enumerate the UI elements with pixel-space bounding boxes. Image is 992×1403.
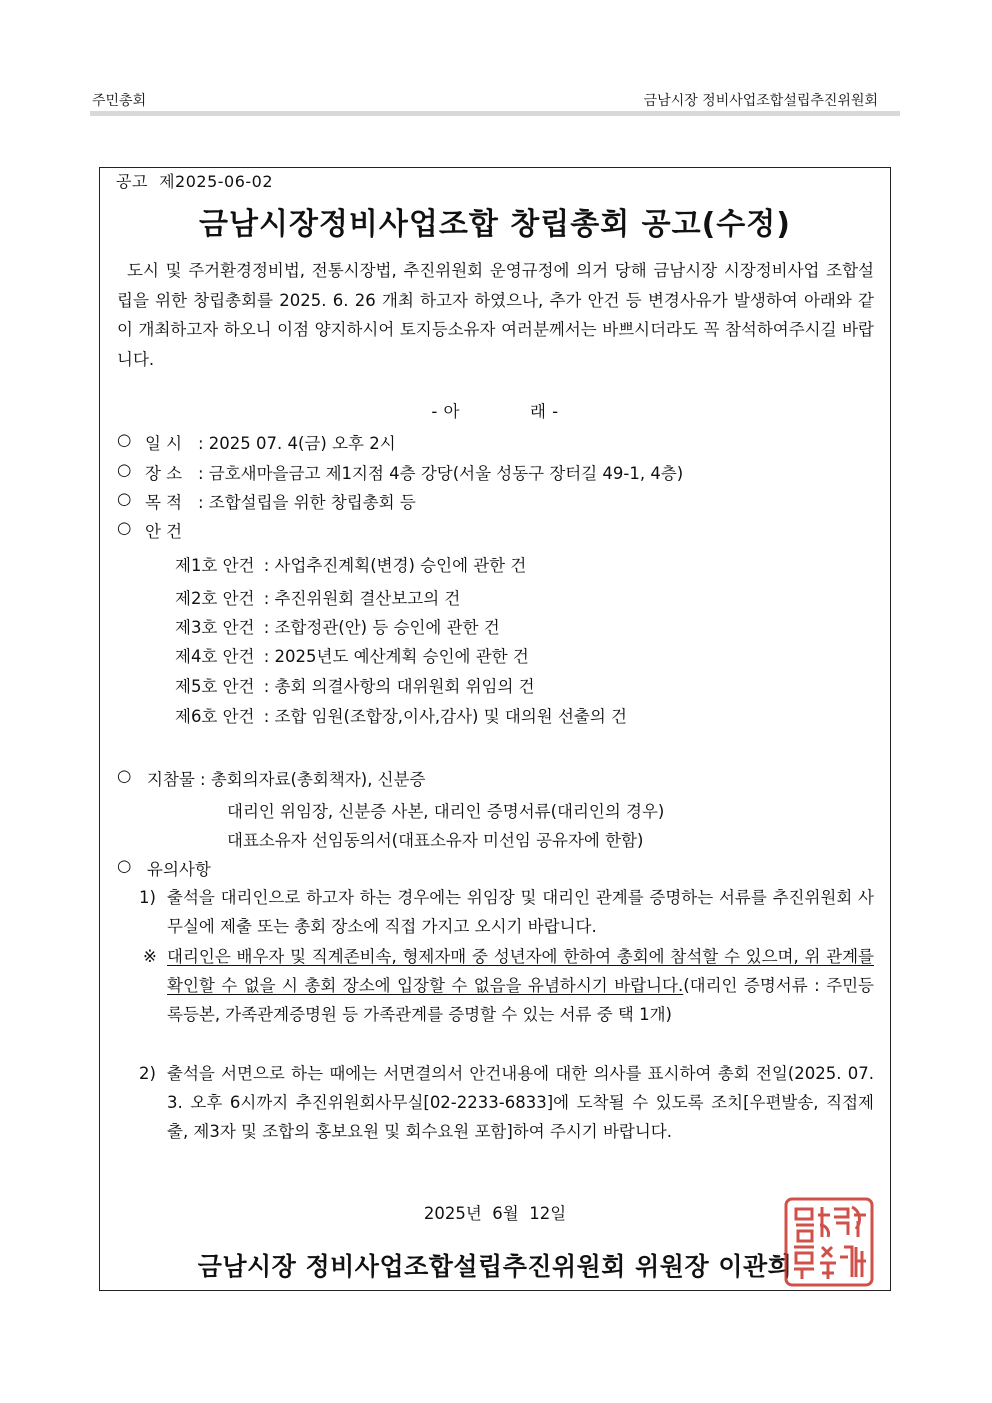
- agenda-item-number: 제5호 안건: [175, 677, 255, 696]
- note-item-text: 출석을 서면으로 하는 때에는 서면결의서 안건내용에 대한 의사를 표시하여 총회 전일(2025. 07. 3. 오후 6시까지 추진위원회사무실[02-2233-6833]에 도착될 수 있도록 조치[우편발송, 직접제출, 제3자 및 조합의 홍보요원 및 회수요원 포함]하여 주시기 바랍니다.: [167, 1064, 874, 1141]
- section-heading-right: 래 -: [530, 402, 559, 421]
- agenda-item-text: : 사업추진계획(변경) 승인에 관한 건: [263, 556, 527, 575]
- intro-paragraph: 도시 및 주거환경정비법, 전통시장법, 추진위원회 운영규정에 의거 당해 금남시장 시장정비사업 조합설립을 위한 창립총회를 2025. 6. 26 개최 하고자 하였으나, 추가 안건 등 변경사유가 발생하여 아래와 같이 개최하고자 하오니 이점 양지하시어 토지등소유자 여러분께서는 바쁘시더라도 꼭 참석하여주시길 바랍니다.: [117, 261, 874, 369]
- agenda-item: [175, 703, 627, 727]
- info-agenda-label: 안 건: [145, 522, 183, 541]
- agenda-item: [175, 673, 535, 697]
- agenda-item: [175, 552, 526, 576]
- agenda-item-number: 제2호 안건: [175, 589, 255, 608]
- agenda-item-number: 제4호 안건: [175, 647, 255, 666]
- agenda-item-text: : 총회 의결사항의 대위원회 위임의 건: [263, 677, 535, 696]
- info-date-value: : 2025 07. 4(금) 오후 2시: [198, 434, 396, 453]
- bring-item-line: 대표소유자 선임동의서(대표소유자 미선임 공유자에 한함): [227, 831, 644, 850]
- note-item-number: 1): [139, 888, 156, 907]
- agenda-item-number: 제3호 안건: [175, 618, 255, 637]
- bring-item-line: 대리인 위임장, 신분증 사본, 대리인 증명서류(대리인의 경우): [227, 802, 665, 821]
- note-item-text: 출석을 대리인으로 하고자 하는 경우에는 위임장 및 대리인 관계를 증명하는 서류를 추진위원회 사무실에 제출 또는 총회 장소에 직접 가지고 오시기 바랍니다.: [167, 888, 874, 936]
- warning-underlined-text: 대리인은 배우자 및 직계존비속, 형제자매 중 성년자에 한하여 총회에 참석할 수 있으며, 위 관계를 확인할 수 없을 시 총회 장소에 입장할 수 없음을 유념하시기 바랍니다.: [167, 947, 874, 995]
- agenda-item-number: 제1호 안건: [175, 556, 255, 575]
- header-left: 주민총회: [92, 93, 147, 109]
- agenda-item-text: : 조합 임원(조합장,이사,감사) 및 대의원 선출의 건: [263, 707, 627, 726]
- section-heading: [99, 398, 891, 422]
- official-seal-stamp: [782, 1195, 876, 1289]
- info-place-label: 장 소: [145, 464, 183, 483]
- agenda-item-text: : 2025년도 예산계획 승인에 관한 건: [263, 647, 529, 666]
- note-item-1: [139, 883, 874, 941]
- agenda-item-number: 제6호 안건: [175, 707, 255, 726]
- issue-date: 2025년 6월 12일: [423, 1204, 567, 1223]
- note-item-2: [139, 1059, 874, 1146]
- bullet: ○: [117, 489, 132, 508]
- info-purpose-label: 목 적: [145, 493, 183, 512]
- agenda-item-text: : 조합정관(안) 등 승인에 관한 건: [263, 618, 500, 637]
- bullet: ○: [117, 460, 132, 479]
- page-title: 금남시장정비사업조합 창립총회 공고(수정): [199, 207, 791, 242]
- section-heading-left: - 아: [431, 402, 460, 421]
- signature-line: 금남시장 정비사업조합설립추진위원회 위원장 이관희: [197, 1252, 793, 1281]
- header-divider: [90, 111, 900, 116]
- agenda-item: [175, 585, 460, 609]
- notes-heading-label: 유의사항: [147, 860, 211, 879]
- agenda-item: [175, 614, 500, 638]
- notice-number: 공고 제2025-06-02: [116, 172, 274, 191]
- header-right: 금남시장 정비사업조합설립추진위원회: [643, 93, 878, 109]
- bullet: ○: [117, 430, 132, 449]
- info-date-label: 일 시: [145, 434, 183, 453]
- warning-text: (대리인 증명서류 : 주민등록등본, 가족관계증명원 등 가족관계를 증명할 수 있는 서류 중 택 1개): [167, 976, 874, 1024]
- info-place-value: : 금호새마을금고 제1지점 4층 강당(서울 성동구 장터길 49-1, 4층): [198, 464, 684, 483]
- bullet: ○: [117, 766, 132, 785]
- bullet: ○: [117, 856, 132, 875]
- info-purpose-value: : 조합설립을 위한 창립총회 등: [198, 493, 416, 512]
- agenda-item-text: : 추진위원회 결산보고의 건: [263, 589, 461, 608]
- bring-items-label: 지참물 : 총회의자료(총회책자), 신분증: [147, 770, 426, 789]
- warning-mark: ※: [143, 947, 157, 966]
- bullet: ○: [117, 518, 132, 537]
- note-item-number: 2): [139, 1064, 156, 1083]
- agenda-item: [175, 643, 529, 667]
- note-warning: [143, 942, 874, 1029]
